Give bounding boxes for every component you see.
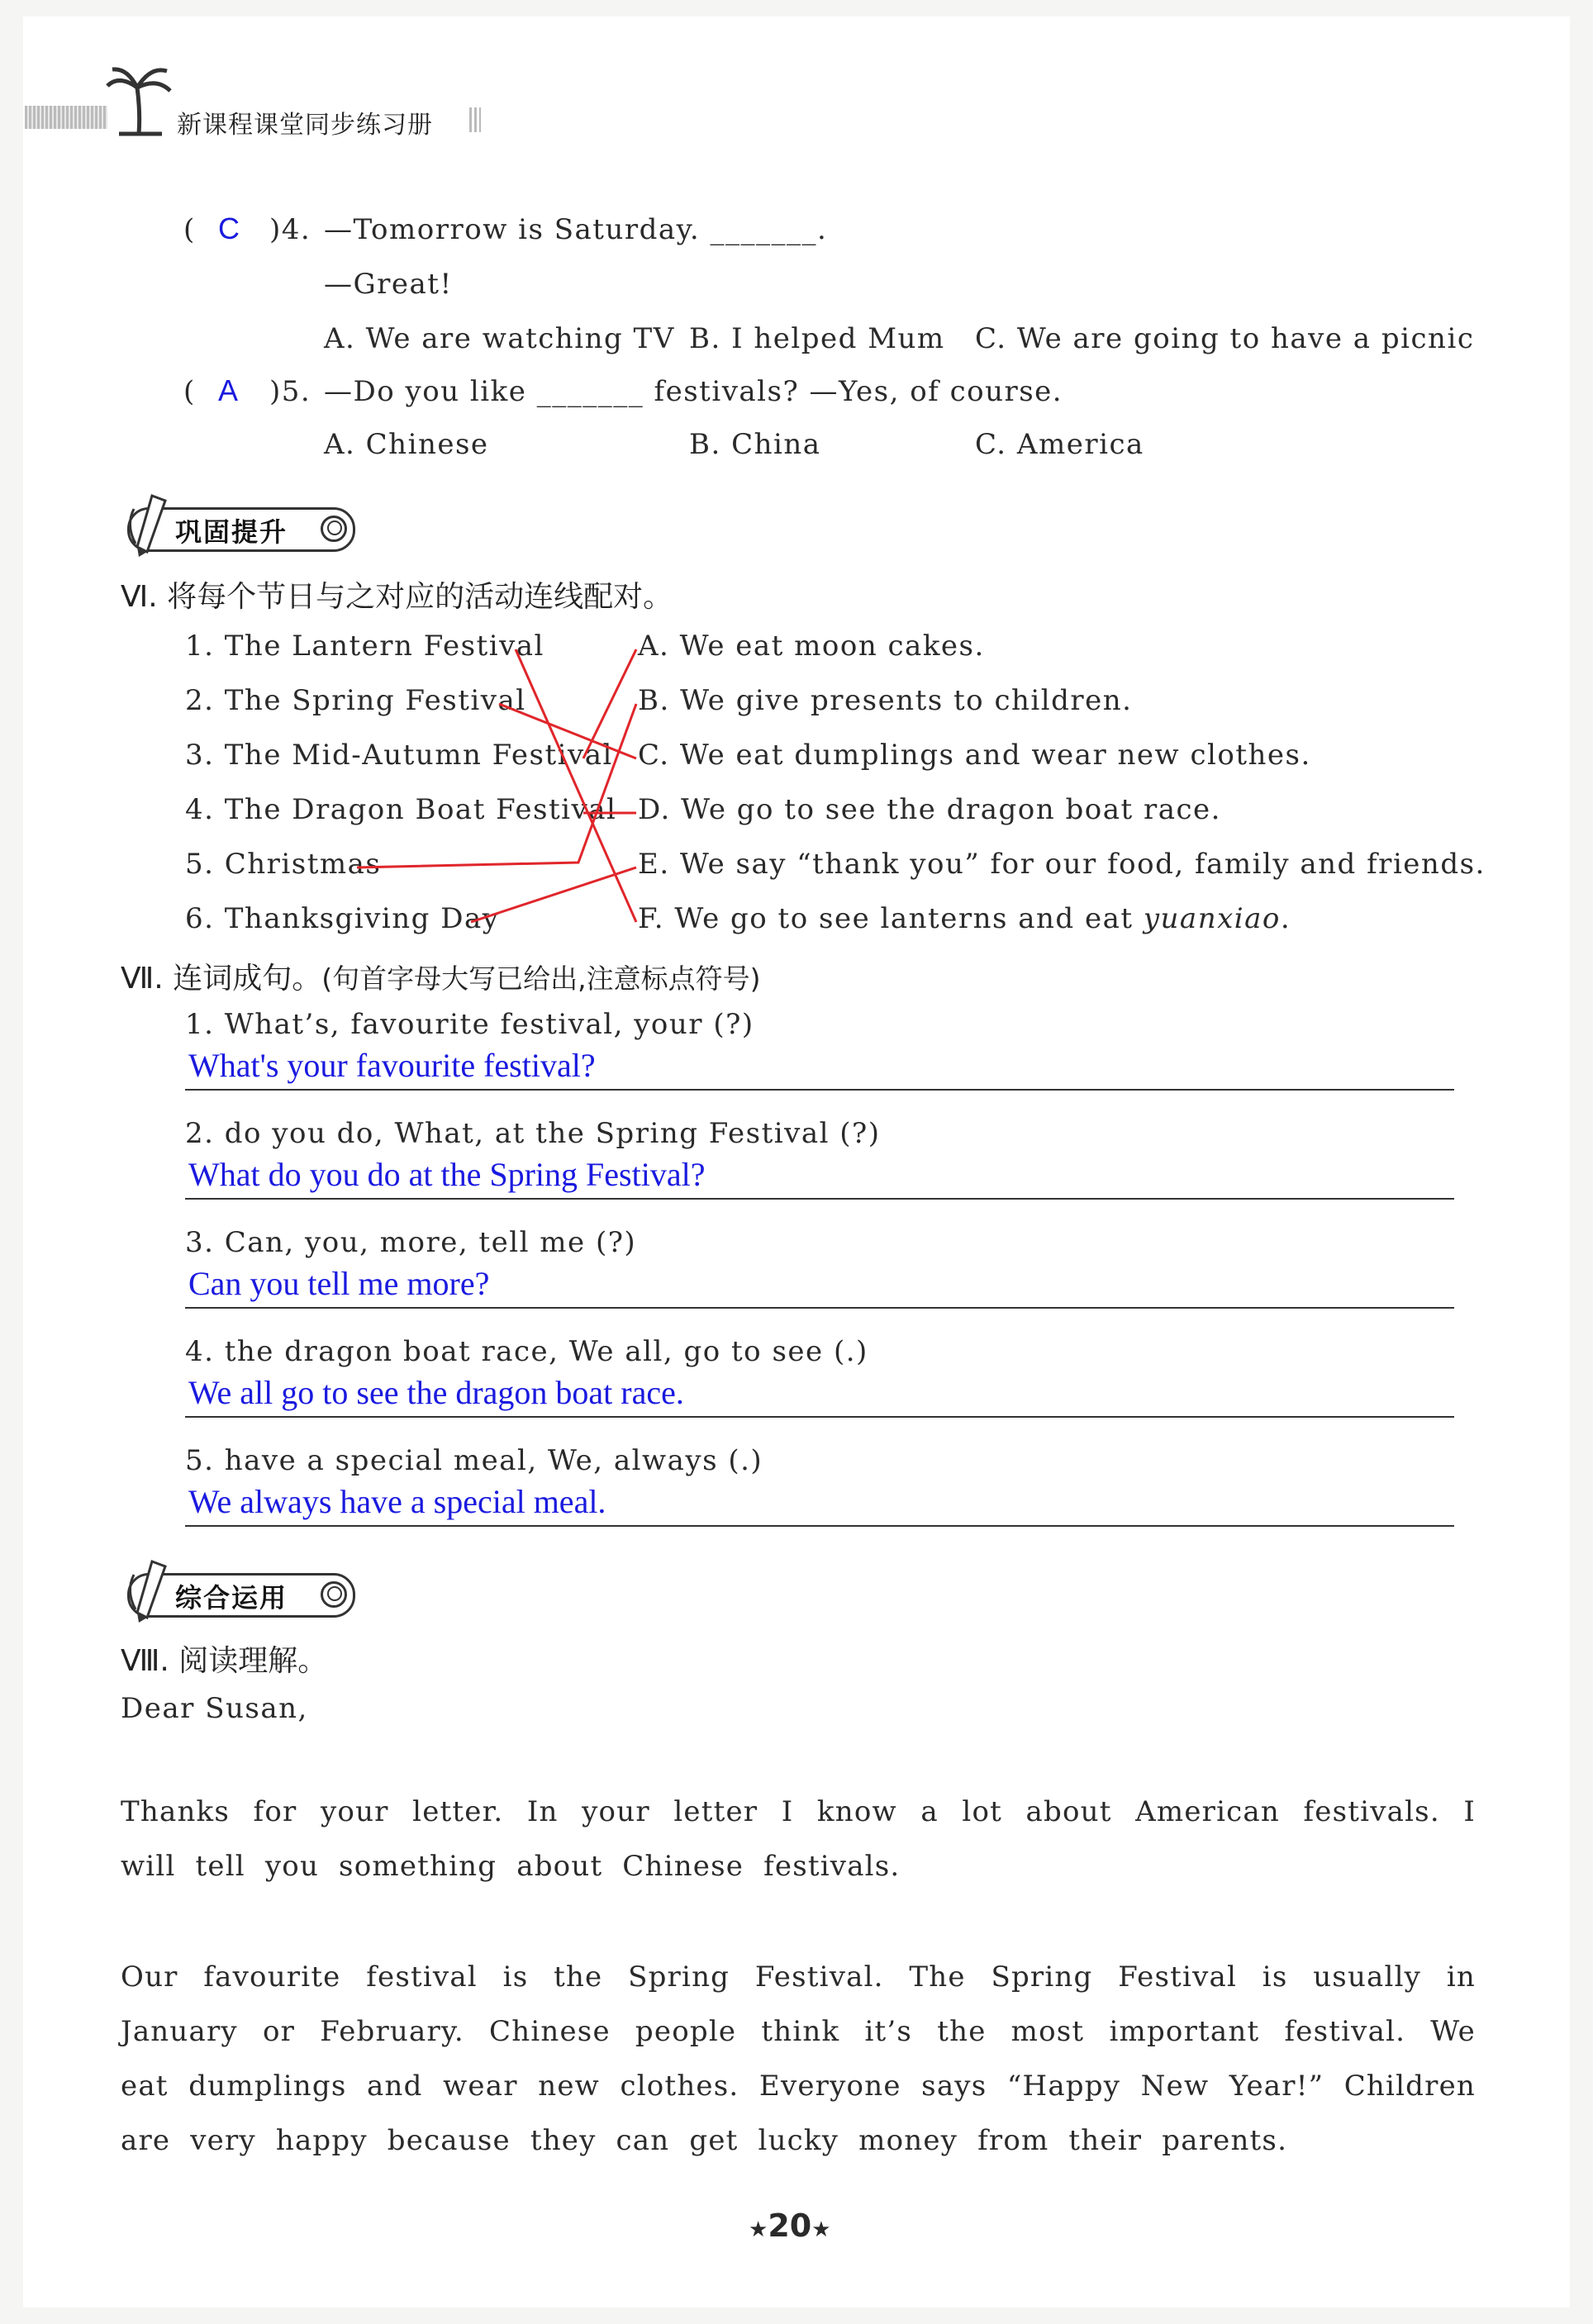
reorder-prompt-1: 1. What’s, favourite festival, your (?) [185, 1008, 754, 1041]
reorder-answer-5: We always have a special meal. [188, 1483, 606, 1520]
q4-paren-open: ( [183, 213, 196, 246]
part7-title-text: Ⅶ. 连词成句。 [121, 962, 322, 996]
q5-answer: A [218, 373, 239, 407]
match-left-4: 4. The Dragon Boat Festival [185, 793, 617, 826]
match-right-f-italic: yuanxiao [1143, 902, 1281, 935]
match-right-e: E. We say “thank you” for our food, family and friends. [638, 848, 1486, 881]
letter-paragraph-2: Our favourite festival is the Spring Festival. The Spring Festival is usually in January or February. Chinese people think it’s the most important festival. We eat dumplings and wear new clothes. Everyone says “Happy New Year!” Children are very happy because they can get lucky money from their parents. [121, 1960, 1476, 2157]
letter-salutation: Dear Susan, [121, 1692, 308, 1725]
banner-label: 巩固提升 [175, 516, 288, 548]
reorder-answer-3: Can you tell me more? [188, 1265, 490, 1302]
q5-question: —Do you like _______ festivals? —Yes, of course. [324, 375, 1063, 408]
page-number-text: 20 [768, 2208, 812, 2244]
header-title: 新课程课堂同步练习册 [177, 111, 433, 140]
q4-option-b: B. I helped Mum [689, 322, 945, 355]
match-line-2-c [499, 704, 636, 758]
answer-line-1 [185, 1089, 1454, 1091]
q5-paren-open: ( [183, 375, 196, 408]
part8-title: Ⅷ. 阅读理解。 [121, 1644, 328, 1678]
answer-line-3 [185, 1307, 1454, 1309]
reorder-prompt-5: 5. have a special meal, We, always (.) [185, 1444, 763, 1477]
match-line-1-f [516, 649, 636, 922]
page-number [749, 2208, 831, 2244]
match-left-6: 6. Thanksgiving Day [185, 902, 500, 935]
q4-reply: —Great! [324, 268, 453, 301]
q4-question: —Tomorrow is Saturday. _______. [324, 213, 828, 246]
match-right-c: C. We eat dumplings and wear new clothes. [638, 739, 1311, 772]
pencil-icon [119, 1558, 177, 1624]
answer-line-4 [185, 1416, 1454, 1418]
banner-label: 综合运用 [175, 1582, 288, 1613]
q4-option-a: A. We are watching TV [324, 322, 675, 355]
part6-title: Ⅵ. 将每个节日与之对应的活动连线配对。 [121, 580, 673, 614]
match-left-3: 3. The Mid-Autumn Festival [185, 739, 613, 772]
match-right-a: A. We eat moon cakes. [638, 630, 985, 663]
reorder-answer-1: What's your favourite festival? [188, 1047, 596, 1084]
q4-answer: C [218, 211, 240, 245]
q5-number: )5. [269, 375, 311, 408]
match-left-2: 2. The Spring Festival [185, 684, 526, 717]
match-line-5-b [357, 704, 636, 867]
match-line-3-a [583, 649, 636, 758]
section-banner-apply [119, 1570, 359, 1616]
banner-ring-inner [327, 1586, 342, 1601]
match-right-f-end: . [1280, 902, 1291, 935]
match-right-b: B. We give presents to children. [638, 684, 1133, 717]
reorder-prompt-4: 4. the dragon boat race, We all, go to see (.) [185, 1335, 868, 1368]
reorder-prompt-2: 2. do you do, What, at the Spring Festival (?) [185, 1117, 881, 1150]
match-left-5: 5. Christmas [185, 848, 382, 881]
part7-title [121, 955, 760, 997]
match-right-f-text: F. We go to see lanterns and eat [638, 902, 1144, 935]
answer-line-5 [185, 1525, 1454, 1527]
q5-option-c: C. America [975, 428, 1144, 461]
answer-line-2 [185, 1198, 1454, 1200]
star-icon: ★ [749, 2217, 768, 2242]
match-right-d: D. We go to see the dragon boat race. [638, 793, 1221, 826]
reorder-answer-2: What do you do at the Spring Festival? [188, 1156, 706, 1193]
match-lines [0, 0, 1593, 991]
q4-option-c: C. We are going to have a picnic [975, 322, 1475, 355]
match-line-6-e [471, 867, 636, 922]
letter-paragraph-1: Thanks for your letter. In your letter I know a lot about American festivals. I will tell you something about Chinese festivals. [121, 1795, 1476, 1883]
part7-note: (句首字母大写已给出,注意标点符号) [321, 962, 761, 995]
reorder-answer-4: We all go to see the dragon boat race. [188, 1374, 684, 1411]
q4-number: )4. [269, 213, 311, 246]
star-icon: ★ [811, 2217, 831, 2242]
q5-option-a: A. Chinese [324, 428, 489, 461]
reorder-prompt-3: 3. Can, you, more, tell me (?) [185, 1226, 637, 1259]
q5-option-b: B. China [689, 428, 821, 461]
match-left-1: 1. The Lantern Festival [185, 630, 544, 663]
